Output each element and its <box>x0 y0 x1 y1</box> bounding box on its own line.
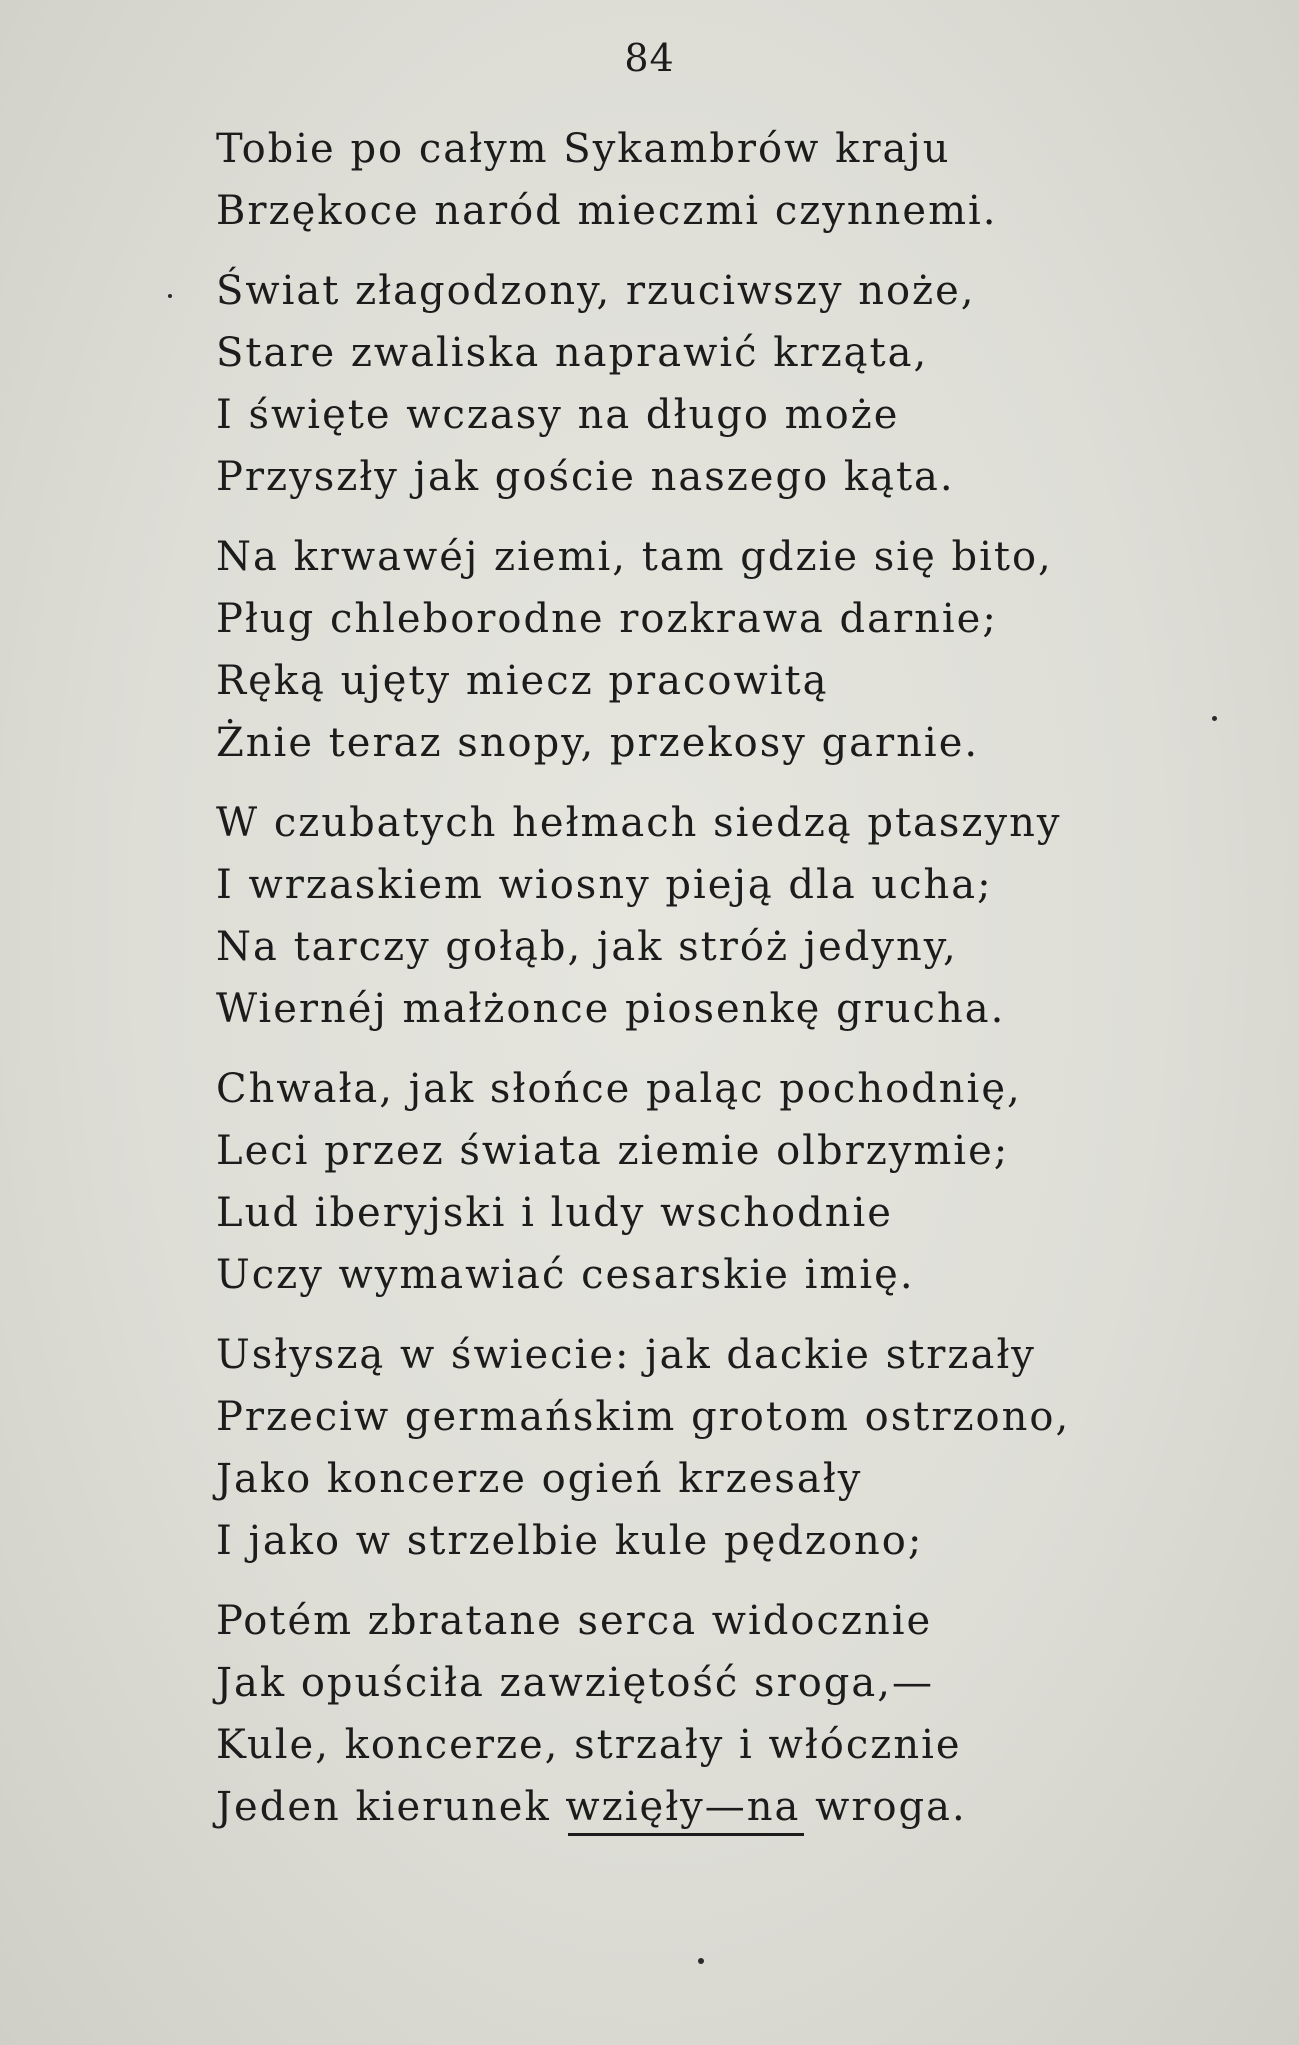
poem-line: Jeden kierunek wzięły—na wroga. <box>216 1784 967 1830</box>
poem-line: Ręką ujęty miecz pracowitą <box>216 658 829 704</box>
stanza <box>216 792 1196 1040</box>
poem-line: Pług chleborodne rozkrawa darnie; <box>216 596 998 642</box>
ink-speck <box>1212 716 1217 721</box>
stanza <box>216 1324 1196 1572</box>
poem-line: Przeciw germańskim grotom ostrzono, <box>216 1394 1071 1440</box>
poem-line: I wrzaskiem wiosny pieją dla ucha; <box>216 862 993 908</box>
stanza <box>216 1058 1196 1306</box>
poem <box>216 118 1196 1856</box>
ink-speck <box>698 1958 704 1964</box>
poem-line: Potém zbratane serca widocznie <box>216 1598 933 1644</box>
poem-line: Tobie po całym Sykambrów kraju <box>216 126 951 172</box>
poem-line: Przyszły jak goście naszego kąta. <box>216 454 955 500</box>
stanza <box>216 526 1196 774</box>
poem-line: Jak opuściła zawziętość sroga,— <box>216 1660 934 1706</box>
poem-line: Leci przez świata ziemie olbrzymie; <box>216 1128 1010 1174</box>
poem-line: Lud iberyjski i ludy wschodnie <box>216 1190 893 1236</box>
stanza <box>216 1590 1196 1838</box>
poem-line: Świat złagodzony, rzuciwszy noże, <box>216 268 976 314</box>
poem-line: Chwała, jak słońce paląc pochodnię, <box>216 1066 1022 1112</box>
poem-line: Brzękoce naród mieczmi czynnemi. <box>216 188 998 234</box>
poem-line: I święte wczasy na długo może <box>216 392 900 438</box>
poem-line: Wiernéj małżonce piosenkę grucha. <box>216 986 1006 1032</box>
poem-line: Na krwawéj ziemi, tam gdzie się bito, <box>216 534 1053 580</box>
page-number: 84 <box>624 36 675 80</box>
poem-line: Usłyszą w świecie: jak dackie strzały <box>216 1332 1036 1378</box>
poem-line: Jako koncerze ogień krzesały <box>216 1456 863 1502</box>
poem-line: Żnie teraz snopy, przekosy garnie. <box>216 720 980 766</box>
stanza <box>216 118 1196 242</box>
poem-line: Uczy wymawiać cesarskie imię. <box>216 1252 915 1298</box>
poem-line: Kule, koncerze, strzały i włócznie <box>216 1722 962 1768</box>
poem-line: I jako w strzelbie kule pędzono; <box>216 1518 924 1564</box>
end-rule <box>568 1833 804 1836</box>
poem-line: W czubatych hełmach siedzą ptaszyny <box>216 800 1062 846</box>
ink-speck <box>168 294 172 298</box>
poem-line: Stare zwaliska naprawić krząta, <box>216 330 929 376</box>
poem-line: Na tarczy gołąb, jak stróż jedyny, <box>216 924 958 970</box>
stanza <box>216 260 1196 508</box>
